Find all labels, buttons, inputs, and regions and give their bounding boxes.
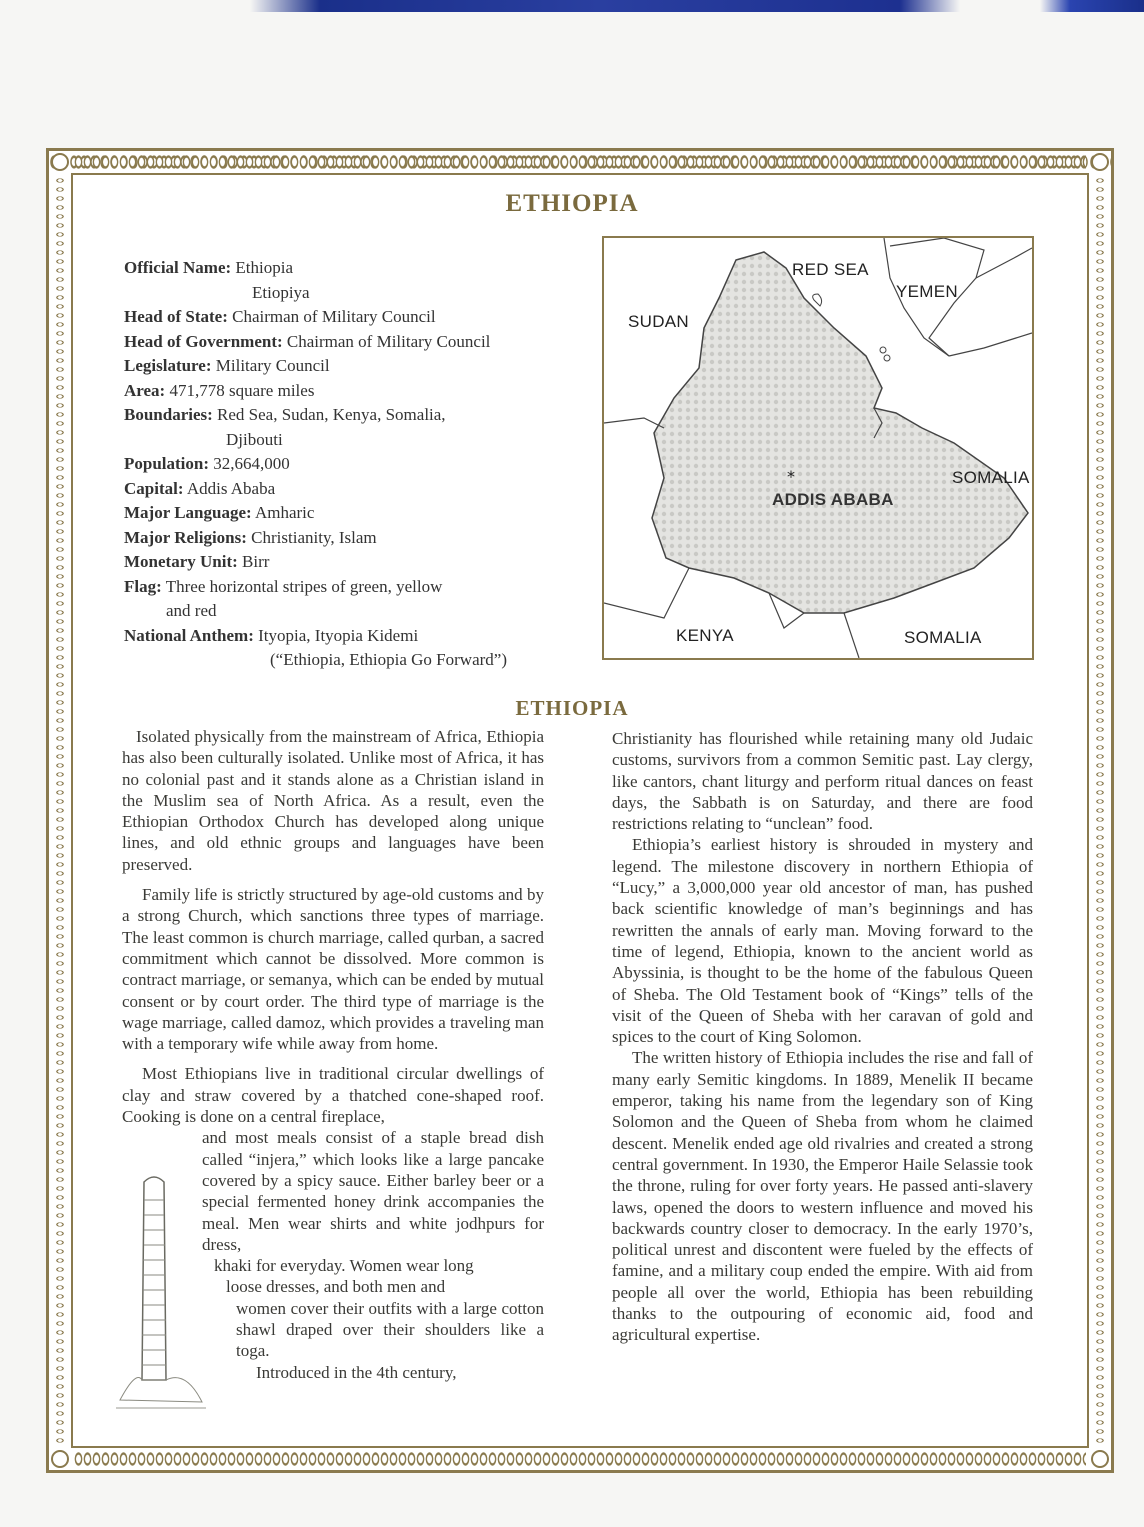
fact-anthem: National Anthem: Ityopia, Ityopia Kidemi <box>124 625 419 645</box>
fact-monetary-unit: Monetary Unit: Birr <box>124 552 270 571</box>
map-label-kenya: KENYA <box>676 626 734 645</box>
border-corner-icon <box>51 1450 69 1468</box>
map-label-yemen: YEMEN <box>896 282 958 301</box>
article-paragraph: Christianity has flourished while retaining many old Judaic customs, survivors from a common Semitic past. Lay clergy, like cantors, chant liturgy and perform ritual dances on feast days, the Sabbath is on Saturday, and there are food restrictions relating to “unclean” food. <box>612 729 1033 834</box>
island-icon <box>880 347 886 353</box>
border-chain-left <box>51 176 69 1445</box>
article-paragraph: Most Ethiopians live in traditional circular dwellings of clay and straw covered by a thatched cone-shaped roof. Cooking is done on a central fireplace, <box>122 1064 544 1127</box>
capital-star-icon: * <box>787 467 795 486</box>
article-paragraph-wrap: khaki for everyday. Women wear long <box>214 1256 474 1276</box>
article-paragraph: Introduced in the 4th century, <box>256 1362 457 1382</box>
fact-boundaries: Boundaries: Red Sea, Sudan, Kenya, Somalia, <box>124 405 446 424</box>
fact-capital: Capital: Addis Ababa <box>124 478 276 498</box>
article-paragraph-wrap: loose dresses, and both men and <box>226 1277 446 1297</box>
fact-flag: Flag: Three horizontal stripes of green, yellow <box>124 576 443 596</box>
map-label-sudan: SUDAN <box>628 312 690 331</box>
fact-area: Area: 471,778 square miles <box>124 380 315 400</box>
page-title: ETHIOPIA <box>505 190 639 217</box>
map-drawing <box>604 238 1032 658</box>
scan-top-strip <box>0 0 1144 12</box>
article-paragraph: Isolated physically from the mainstream of Africa, Ethiopia has also been culturally isolated. Unlike most of Africa, it has no colonial past and it stands alone as a Christian island in the Muslim sea of North Africa. As a result, even the Ethiopian Orthodox Church has developed along unique lines, and old ethnic groups and languages have been preserved. <box>122 727 544 874</box>
map-label-capital: ADDIS ABABA <box>772 490 894 509</box>
arabia-border <box>976 248 1032 278</box>
island-icon <box>813 294 822 306</box>
article-column-right <box>612 728 1033 1346</box>
border-corner-icon <box>1091 1450 1109 1468</box>
border-chain-right <box>1091 176 1109 1445</box>
fact-population: Population: 32,664,000 <box>124 454 290 473</box>
gulf-of-aden-coast <box>949 333 1032 356</box>
obelisk-illustration <box>116 1170 206 1420</box>
map-label-red-sea: RED SEA <box>792 260 869 279</box>
fact-anthem-translation: (“Ethiopia, Ethiopia Go Forward”) <box>270 650 507 669</box>
fact-official-name: Official Name: Ethiopia <box>124 258 294 277</box>
border-corner-icon <box>1091 153 1109 171</box>
fact-official-name-alt: Etiopiya <box>252 282 310 302</box>
fact-flag-cont: and red <box>166 601 217 620</box>
fact-head-of-government: Head of Government: Chairman of Military Council <box>124 331 491 351</box>
fact-legislature: Legislature: Military Council <box>124 356 330 375</box>
fact-head-of-state: Head of State: Chairman of Military Council <box>124 307 436 326</box>
kenya-somalia-border <box>844 613 859 658</box>
fact-sheet <box>124 256 564 673</box>
sudan-border <box>604 418 664 428</box>
fact-religions: Major Religions: Christianity, Islam <box>124 527 377 547</box>
article-paragraph: The written history of Ethiopia includes the rise and fall of many early Semitic kingdoms. In 1889, Menelik II became emperor, taking his name from the legendary son of King Solomon and the Queen of Sheba from whom he claimed descent. Menelik ended age old rivalries and created a strong central government. In 1930, the Emperor Haile Selassie took the throne, ruling for over forty years. He passed anti-slavery laws, opened the doors to western influence and moved his backwards country closer to democracy. In the early 1970’s, political unrest and discontent were fueled by the effects of famine, and a military coup ended the empire. With aid from people all over the world, Ethiopia has been rebuilding thanks to the outpouring of economic aid, food and agricultural expertise. <box>612 1048 1033 1345</box>
section-title: ETHIOPIA <box>515 696 629 720</box>
article-paragraph-wrap: women cover their outfits with a large cotton shawl draped over their shoulders like a toga. <box>236 1298 544 1361</box>
map-label-somalia-south: SOMALIA <box>904 628 982 647</box>
border-chain-bottom <box>74 1450 1086 1468</box>
fact-boundaries-cont: Djibouti <box>226 429 283 449</box>
article-paragraph-wrap: and most meals consist of a staple bread dish called “injera,” which looks like a large pancake covered by a spicy sauce. Either barley beer or a special fermented honey drink accompanies the meal. Men wear shirts and white jodhpurs for dress, <box>202 1128 544 1254</box>
ethiopia-territory <box>652 252 1028 613</box>
island-icon <box>884 355 890 361</box>
ethiopia-map <box>602 236 1034 660</box>
article-paragraph: Family life is strictly structured by age-old customs and by a strong Church, which sanctions three types of marriage. The least common is church marriage, called qurban, a sacred commitment which cannot be dissolved. More common is contract marriage, or semanya, which can be ended by mutual consent or by court order. The third type of marriage is the wage marriage, called damoz, which provides a traveling man with a temporary wife while away from home. <box>122 885 544 1054</box>
border-chain-top <box>74 153 1086 171</box>
fact-language: Major Language: Amharic <box>124 503 315 522</box>
border-corner-icon <box>51 153 69 171</box>
article-paragraph: Ethiopia’s earliest history is shrouded in mystery and legend. The milestone discovery in northern Ethiopia of “Lucy,” a 3,000,000 year old ancestor of man, has pushed back scientific knowledge of man’s beginnings and has rewritten the annals of early man. Moving forward to the time of legend, Ethiopia, known to the ancient world as Abyssinia, is thought to be the home of the fabulous Queen of Sheba. The Old Testament book of “Kings” tells of the visit of the Queen of Sheba with her caravan of gold and spices to the court of King Solomon. <box>612 835 1033 1047</box>
map-label-somalia-east: SOMALIA <box>952 468 1030 487</box>
kenya-border-west <box>604 568 689 618</box>
